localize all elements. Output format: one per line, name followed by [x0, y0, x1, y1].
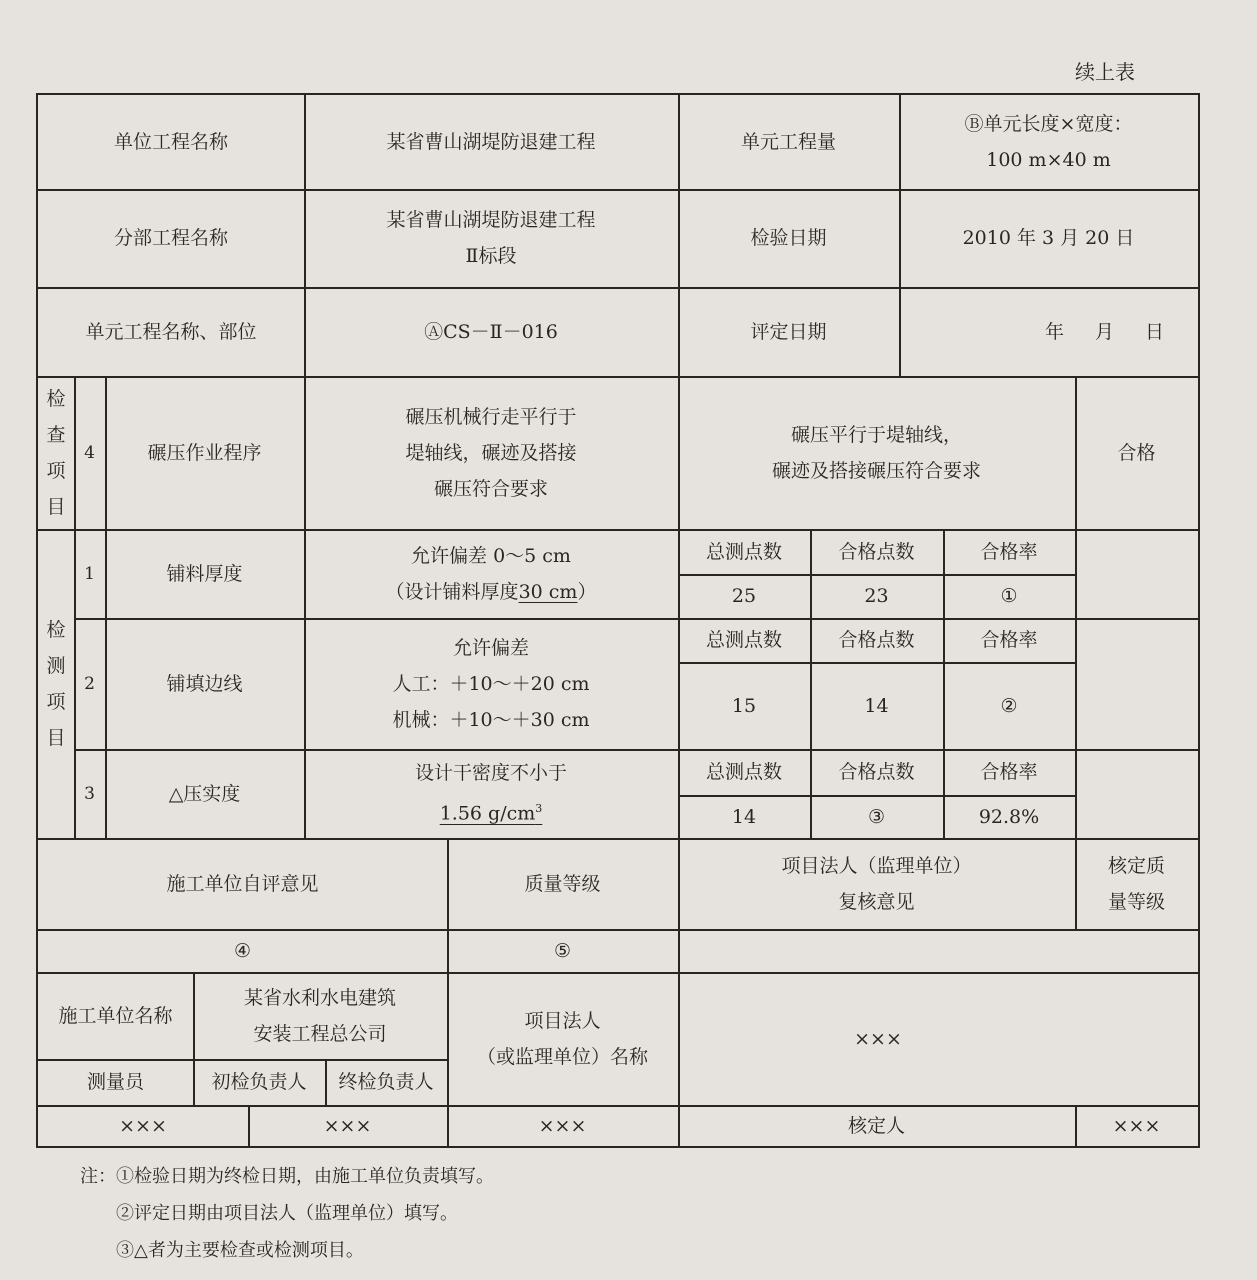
element-quantity-label: 单元工程量 — [740, 131, 836, 153]
stat-total-value: 15 — [731, 694, 757, 717]
assess-date-label: 评定日期 — [750, 320, 827, 343]
division-label: 分部工程名称 — [113, 227, 228, 249]
check-item-grade: 合格 — [1117, 441, 1156, 464]
measure-item-no: 2 — [84, 673, 95, 694]
stat-rate-value: ① — [1000, 585, 1018, 607]
stat-rate-value: 92.8% — [978, 805, 1040, 828]
continued-caption: 续上表 — [1075, 60, 1135, 84]
owner-name-value: ××× — [854, 1027, 902, 1050]
inspect-date-value: 2010 年 3 月 20 日 — [962, 227, 1135, 249]
self-eval-label: 施工单位自评意见 — [166, 872, 319, 895]
measure-item-name: △压实度 — [168, 782, 241, 805]
quality-grade-value: ⑤ — [553, 939, 572, 962]
stat-rate-value: ② — [1000, 694, 1018, 717]
approver-label: 核定人 — [847, 1114, 905, 1137]
assess-date-value: 年 月 日 — [1044, 320, 1170, 343]
measure-item-requirement: 设计干密度不小于 1.56 $g/cm^3$ — [414, 762, 567, 825]
owner-name-label: 项目法人 （或监理单位）名称 — [476, 1009, 648, 1068]
inspect-date-label: 检验日期 — [750, 227, 827, 249]
contractor-name-value: 某省水利水电建筑 安装工程总公司 — [243, 986, 396, 1045]
quality-grade-label: 质量等级 — [524, 872, 601, 895]
inspectors-signature: ××× — [323, 1114, 372, 1137]
self-eval-value: ④ — [233, 939, 252, 962]
surveyor-signature: ××× — [119, 1114, 167, 1137]
surveyor-label: 测量员 — [86, 1071, 144, 1093]
stat-header-qualified: 合格点数 — [838, 761, 915, 783]
element-name-value: ⒶCS－Ⅱ－016 — [424, 320, 558, 343]
owner-review-label: 项目法人（监理单位） 复核意见 — [781, 854, 972, 913]
measure-group-label: 检 测 项 目 — [46, 618, 66, 749]
measure-item-no: 3 — [84, 783, 95, 804]
check-item-name: 碾压作业程序 — [147, 441, 262, 464]
division-value: 某省曹山湖堤防退建工程 Ⅱ标段 — [386, 209, 596, 267]
measure-item-requirement: 允许偏差 人工：＋10～＋20 cm 机械：＋10～＋30 cm — [392, 636, 590, 731]
note-line: ③△者为主要检查或检测项目。 — [116, 1240, 364, 1261]
stat-qualified-value: 14 — [864, 694, 889, 717]
stat-header-rate: 合格率 — [980, 540, 1038, 563]
unit-project-value: 某省曹山湖堤防退建工程 — [386, 131, 596, 153]
element-name-label: 单元工程名称、部位 — [85, 320, 257, 343]
stat-header-rate: 合格率 — [980, 629, 1038, 651]
approver-signature: ××× — [1112, 1114, 1161, 1137]
stat-header-qualified: 合格点数 — [838, 629, 915, 651]
check-item-group-label: 检 查 项 目 — [46, 387, 66, 518]
owner-signature: ××× — [538, 1114, 587, 1137]
stat-header-rate: 合格率 — [980, 761, 1038, 783]
stat-header-total: 总测点数 — [705, 629, 782, 651]
final-inspector-label: 终检负责人 — [338, 1071, 434, 1093]
measure-item-name: 铺填边线 — [166, 672, 243, 695]
check-item-no: 4 — [84, 442, 95, 463]
note-line: 注：①检验日期为终检日期，由施工单位负责填写。 — [80, 1166, 494, 1187]
note-line: ②评定日期由项目法人（监理单位）填写。 — [116, 1203, 458, 1224]
quality-assessment-table — [36, 93, 1200, 1148]
stat-header-qualified: 合格点数 — [838, 540, 915, 563]
check-item-requirement: 碾压机械行走平行于 堤轴线，碾迹及搭接 碾压符合要求 — [405, 405, 577, 500]
measure-item-no: 1 — [84, 563, 95, 584]
check-item-result: 碾压平行于堤轴线， 碾迹及搭接碾压符合要求 — [771, 423, 981, 482]
stat-qualified-value: ③ — [867, 805, 886, 828]
unit-project-label: 单位工程名称 — [113, 131, 228, 153]
stat-qualified-value: 23 — [864, 585, 889, 607]
stat-total-value: 25 — [731, 585, 757, 607]
measure-item-name: 铺料厚度 — [166, 562, 243, 585]
stat-header-total: 总测点数 — [705, 540, 782, 563]
element-quantity-value: Ⓑ单元长度×宽度： 100 m×40 m — [964, 113, 1133, 171]
stat-header-total: 总测点数 — [705, 761, 782, 783]
first-inspector-label: 初检负责人 — [211, 1071, 307, 1093]
measure-item-requirement: 允许偏差 0～5 cm （设计铺料厚度30 cm） — [385, 544, 597, 603]
stat-total-value: 14 — [731, 805, 757, 828]
contractor-name-label: 施工单位名称 — [58, 1004, 173, 1027]
approved-grade-label: 核定质 量等级 — [1107, 854, 1165, 913]
